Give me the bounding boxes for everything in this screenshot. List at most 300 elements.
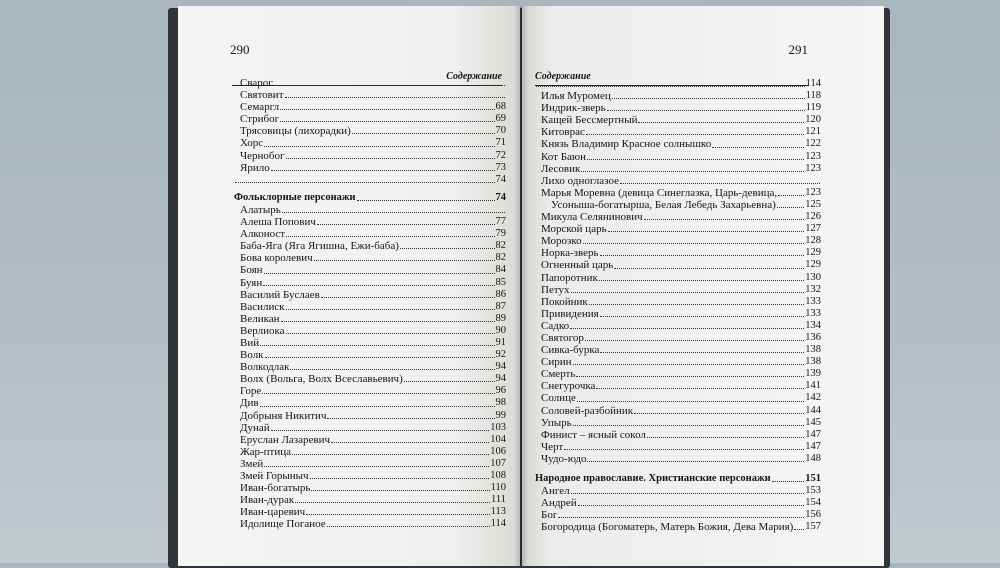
toc-page-number: 111 bbox=[491, 494, 506, 506]
toc-entry bbox=[535, 211, 821, 223]
toc-entry bbox=[234, 301, 506, 313]
toc-entry bbox=[535, 497, 821, 509]
toc-entry-title: Финист – ясный сокол bbox=[541, 428, 646, 441]
toc-page-number: 94 bbox=[495, 373, 506, 385]
toc-dot-leader bbox=[264, 458, 489, 467]
toc-entry-title: Морской царь bbox=[541, 223, 607, 236]
toc-dot-leader bbox=[638, 114, 804, 123]
toc-entry bbox=[234, 397, 506, 409]
toc-entry-title: Святовит bbox=[240, 89, 284, 102]
toc-entry-title: Хорс bbox=[240, 137, 264, 150]
toc-entry bbox=[234, 77, 506, 89]
toc-page-number: 94 bbox=[495, 361, 506, 373]
toc-entry bbox=[535, 308, 821, 320]
toc-entry-title: Идолище Поганое bbox=[240, 518, 326, 531]
toc-entry-title: Кот Баюн bbox=[541, 150, 587, 163]
toc-page-number: 151 bbox=[805, 473, 821, 484]
toc-list bbox=[234, 77, 506, 530]
toc-dot-leader bbox=[404, 373, 495, 382]
toc-dot-leader bbox=[571, 284, 805, 293]
toc-entry-title: Андрей bbox=[541, 497, 577, 510]
toc-dot-leader bbox=[331, 434, 489, 443]
toc-entry bbox=[234, 373, 506, 385]
toc-entry bbox=[535, 126, 821, 138]
toc-dot-leader bbox=[647, 429, 804, 438]
toc-page-number: 90 bbox=[495, 324, 506, 336]
toc-entry-title: Иван-богатырь bbox=[240, 482, 311, 495]
toc-dot-leader bbox=[583, 235, 805, 244]
toc-dot-leader bbox=[264, 264, 495, 273]
toc-entry-title: Князь Владимир Красное солнышко bbox=[541, 138, 712, 151]
toc-entry bbox=[535, 187, 821, 199]
toc-entry bbox=[234, 150, 506, 162]
toc-dot-leader bbox=[578, 497, 805, 506]
toc-entry-title: Кащей Бессмертный bbox=[541, 114, 638, 127]
toc-dot-leader bbox=[264, 137, 494, 146]
toc-dot-leader bbox=[280, 101, 494, 110]
toc-dot-leader bbox=[586, 126, 804, 135]
toc-entry bbox=[234, 125, 506, 137]
toc-dot-leader bbox=[306, 506, 489, 515]
toc-dot-leader bbox=[587, 151, 804, 160]
toc-dot-leader bbox=[573, 417, 805, 426]
toc-entry-title: Морозко bbox=[541, 235, 582, 248]
toc-entry-title: Народное православие. Христианские персонажи bbox=[535, 473, 771, 484]
toc-dot-leader bbox=[614, 259, 804, 268]
toc-page-number: 89 bbox=[495, 312, 506, 324]
toc-page-number: 118 bbox=[805, 90, 821, 102]
toc-page-number: 91 bbox=[495, 336, 506, 348]
toc-dot-leader bbox=[321, 289, 495, 298]
toc-entry-title: Петух bbox=[541, 283, 570, 296]
toc-entry bbox=[234, 325, 506, 337]
toc-entry-title: Алеша Попович bbox=[240, 216, 316, 229]
toc-page-number: 72 bbox=[495, 149, 506, 161]
toc-entry bbox=[535, 485, 821, 497]
toc-dot-leader bbox=[585, 332, 804, 341]
toc-entry-title: Фольклорные персонажи bbox=[234, 191, 356, 203]
toc-entry-title: Див bbox=[240, 397, 259, 410]
toc-page-number: 71 bbox=[495, 137, 506, 149]
toc-entry-title: Чернобог bbox=[240, 149, 285, 162]
toc-page-number: 96 bbox=[495, 385, 506, 397]
toc-dot-leader bbox=[265, 349, 495, 358]
toc-entry-title: Алконост bbox=[240, 228, 286, 241]
toc-page-number: 73 bbox=[495, 161, 506, 173]
toc-entry-title: Соловей-разбойник bbox=[541, 404, 634, 417]
toc-entry-title: Илья Муромец bbox=[541, 90, 611, 103]
toc-dot-leader bbox=[589, 296, 805, 305]
toc-entry-title: Иван-царевич bbox=[240, 506, 306, 519]
toc-entry bbox=[234, 361, 506, 373]
toc-page-number: 79 bbox=[495, 228, 506, 240]
toc-page-number: 154 bbox=[805, 497, 821, 509]
toc-entry bbox=[234, 446, 506, 458]
toc-dot-leader bbox=[612, 90, 805, 99]
toc-page-number: 70 bbox=[495, 125, 506, 137]
toc-page-number: 121 bbox=[805, 126, 821, 138]
toc-page-number: 114 bbox=[490, 518, 506, 530]
toc-entry bbox=[535, 429, 821, 441]
toc-entry-title: Папоротник bbox=[541, 271, 598, 284]
toc-entry bbox=[234, 277, 506, 289]
book-gutter bbox=[514, 6, 528, 566]
toc-dot-leader bbox=[600, 247, 805, 256]
toc-entry bbox=[535, 138, 821, 150]
toc-entry-title: Ярило bbox=[240, 161, 270, 174]
toc-entry bbox=[535, 102, 821, 114]
left-page bbox=[178, 6, 520, 566]
toc-page-number: 85 bbox=[495, 276, 506, 288]
toc-entry-title: Микула Селянинович bbox=[541, 211, 643, 224]
toc-entry-title: Дунай bbox=[240, 421, 270, 434]
toc-entry-title: Волкодлак bbox=[240, 361, 290, 374]
toc-page-number: 136 bbox=[805, 331, 821, 343]
toc-page-number: 122 bbox=[805, 138, 821, 150]
toc-entry bbox=[535, 151, 821, 163]
toc-entry-title: Святогор bbox=[541, 331, 584, 344]
toc-entry bbox=[234, 137, 506, 149]
toc-entry-title: Змей bbox=[240, 457, 264, 470]
toc-entry-title: Семаргл bbox=[240, 101, 280, 114]
toc-page-number: 144 bbox=[805, 404, 821, 416]
toc-entry bbox=[234, 101, 506, 113]
toc-page-number: 99 bbox=[495, 409, 506, 421]
toc-entry bbox=[535, 199, 821, 211]
toc-dot-leader bbox=[357, 192, 495, 201]
toc-entry-title: Черт bbox=[541, 440, 564, 453]
toc-dot-leader bbox=[281, 313, 495, 322]
toc-entry-title: Норка-зверь bbox=[541, 247, 599, 260]
toc-dot-leader bbox=[327, 410, 494, 419]
toc-dot-leader bbox=[235, 174, 495, 183]
toc-entry-title: Богородица (Богоматерь, Матерь Божия, Дева Мария) bbox=[541, 521, 794, 534]
toc-entry bbox=[234, 385, 506, 397]
toc-page-number: 74 bbox=[495, 191, 506, 203]
toc-entry bbox=[535, 296, 821, 308]
toc-entry bbox=[535, 368, 821, 380]
toc-dot-leader bbox=[536, 78, 805, 87]
toc-entry-title: Чудо-юдо bbox=[541, 452, 587, 465]
toc-page-number: 138 bbox=[805, 344, 821, 356]
toc-entry bbox=[535, 90, 821, 102]
toc-entry-title: Садко bbox=[541, 319, 570, 332]
toc-entry bbox=[234, 410, 506, 422]
toc-entry bbox=[234, 313, 506, 325]
toc-page-number: 123 bbox=[805, 150, 821, 162]
toc-entry bbox=[535, 521, 821, 533]
toc-dot-leader bbox=[712, 138, 804, 147]
toc-page-number: 77 bbox=[495, 216, 506, 228]
toc-page-number: 119 bbox=[805, 102, 821, 114]
toc-page-number: 133 bbox=[805, 307, 821, 319]
toc-entry-title: Баба-Яга (Яга Ягишна, Ежи-баба) bbox=[240, 240, 399, 253]
toc-dot-leader bbox=[285, 89, 506, 98]
page-number: 290 bbox=[230, 42, 250, 57]
toc-dot-leader bbox=[271, 162, 495, 171]
toc-dot-leader bbox=[644, 211, 805, 220]
toc-entry bbox=[234, 289, 506, 301]
toc-page-number: 69 bbox=[495, 113, 506, 125]
toc-dot-leader bbox=[600, 308, 805, 317]
toc-dot-leader bbox=[600, 344, 804, 353]
toc-entry-title: Боян bbox=[240, 264, 263, 277]
toc-entry-title: Горе bbox=[240, 385, 262, 398]
toc-entry bbox=[535, 320, 821, 332]
toc-dot-leader bbox=[327, 518, 490, 527]
toc-entry-title: Великан bbox=[240, 312, 280, 325]
toc-page-number: 104 bbox=[490, 433, 506, 445]
toc-dot-leader bbox=[295, 494, 490, 503]
toc-dot-leader bbox=[282, 204, 505, 213]
toc-dot-leader bbox=[292, 446, 489, 455]
toc-page-number: 134 bbox=[805, 319, 821, 331]
toc-entry bbox=[234, 349, 506, 361]
toc-dot-leader bbox=[634, 405, 804, 414]
toc-entry bbox=[234, 494, 506, 506]
running-header: Содержание bbox=[232, 71, 502, 86]
toc-dot-leader bbox=[260, 397, 495, 406]
toc-page-number: 156 bbox=[805, 509, 821, 521]
right-page bbox=[522, 6, 884, 566]
toc-entry-title: Индрик-зверь bbox=[541, 102, 606, 115]
toc-entry-title: Покойник bbox=[541, 295, 588, 308]
toc-dot-leader bbox=[317, 216, 495, 225]
toc-entry bbox=[234, 162, 506, 174]
toc-entry bbox=[234, 422, 506, 434]
toc-dot-leader bbox=[286, 228, 494, 237]
toc-page-number: 114 bbox=[805, 78, 821, 89]
toc-dot-leader bbox=[599, 272, 804, 281]
toc-dot-leader bbox=[271, 422, 490, 431]
toc-entry-title: Привидения bbox=[541, 307, 599, 320]
toc-entry bbox=[535, 284, 821, 296]
toc-dot-leader bbox=[772, 473, 805, 482]
toc-page-number: 139 bbox=[805, 368, 821, 380]
toc-entry bbox=[234, 470, 506, 482]
toc-dot-leader bbox=[620, 175, 820, 184]
toc-dot-leader bbox=[311, 482, 489, 491]
toc-entry bbox=[535, 272, 821, 284]
toc-dot-leader bbox=[352, 125, 495, 134]
toc-dot-leader bbox=[607, 102, 805, 111]
toc-entry-title: Жар-птица bbox=[240, 445, 291, 458]
toc-entry-title: Еруслан Лазаревич bbox=[240, 433, 331, 446]
toc-entry bbox=[234, 240, 506, 252]
toc-page-number: 107 bbox=[490, 457, 506, 469]
toc-page-number: 68 bbox=[495, 101, 506, 113]
toc-entry bbox=[535, 259, 821, 271]
toc-page-number: 133 bbox=[805, 295, 821, 307]
toc-dot-leader bbox=[262, 385, 494, 394]
toc-dot-leader bbox=[577, 392, 804, 401]
toc-entry-title: Стрибог bbox=[240, 113, 280, 126]
toc-dot-leader bbox=[286, 150, 495, 159]
toc-page-number: 113 bbox=[490, 506, 506, 518]
toc-entry bbox=[535, 356, 821, 368]
toc-page-number: 147 bbox=[805, 440, 821, 452]
toc-entry-title: Смерть bbox=[541, 368, 576, 381]
running-header: Содержание bbox=[535, 71, 808, 86]
toc-entry bbox=[234, 506, 506, 518]
toc-entry-title: Василий Буслаев bbox=[240, 288, 320, 301]
toc-page-number: 141 bbox=[805, 380, 821, 392]
toc-list bbox=[535, 78, 821, 533]
toc-entry-title: Трясовицы (лихорадки) bbox=[240, 125, 351, 138]
toc-entry-title: Лесовик bbox=[541, 162, 581, 175]
toc-entry-title: Снегурочка bbox=[541, 380, 596, 393]
toc-dot-leader bbox=[290, 361, 494, 370]
toc-dot-leader bbox=[608, 223, 805, 232]
toc-page-number: 129 bbox=[805, 259, 821, 271]
toc-page-number: 127 bbox=[805, 223, 821, 235]
toc-entry-title: Верлиока bbox=[240, 324, 285, 337]
toc-entry bbox=[234, 174, 506, 186]
toc-page-number: 123 bbox=[805, 162, 821, 174]
toc-dot-leader bbox=[581, 163, 804, 172]
toc-dot-leader bbox=[587, 453, 804, 462]
page-number: 291 bbox=[788, 42, 808, 57]
toc-entry-title: Василиск bbox=[240, 300, 285, 313]
toc-section-heading bbox=[234, 192, 506, 204]
toc-entry bbox=[535, 392, 821, 404]
toc-page-number: 142 bbox=[805, 392, 821, 404]
toc-dot-leader bbox=[576, 368, 804, 377]
toc-entry bbox=[234, 458, 506, 470]
toc-entry-title: Усоныша-богатырша, Белая Лебедь Захарьевна) bbox=[551, 198, 776, 211]
toc-page-number: 82 bbox=[495, 240, 506, 252]
toc-entry-title: Волк bbox=[240, 349, 264, 362]
toc-entry bbox=[535, 417, 821, 429]
toc-entry bbox=[535, 78, 821, 90]
toc-entry bbox=[234, 113, 506, 125]
toc-dot-leader bbox=[558, 509, 804, 518]
toc-entry bbox=[234, 252, 506, 264]
toc-entry-title: Ангел bbox=[541, 485, 570, 498]
toc-page-number: 129 bbox=[805, 247, 821, 259]
toc-dot-leader bbox=[310, 470, 490, 479]
toc-entry bbox=[535, 163, 821, 175]
toc-entry bbox=[535, 344, 821, 356]
toc-dot-leader bbox=[263, 277, 494, 286]
toc-entry bbox=[535, 223, 821, 235]
toc-dot-leader bbox=[596, 380, 804, 389]
toc-entry bbox=[535, 247, 821, 259]
toc-entry-title: Упырь bbox=[541, 416, 572, 429]
toc-page-number: 87 bbox=[495, 300, 506, 312]
toc-dot-leader bbox=[400, 240, 495, 249]
toc-entry bbox=[234, 518, 506, 530]
toc-page-number: 138 bbox=[805, 356, 821, 368]
toc-page-number: 120 bbox=[805, 114, 821, 126]
toc-page-number: 123 bbox=[805, 186, 821, 198]
toc-section-heading bbox=[535, 473, 821, 485]
toc-entry-title: Огненный царь bbox=[541, 259, 614, 272]
toc-dot-leader bbox=[286, 301, 495, 310]
toc-entry bbox=[535, 175, 821, 187]
toc-page-number: 153 bbox=[805, 485, 821, 497]
toc-dot-leader bbox=[314, 252, 495, 261]
toc-entry-title: Лихо одноглазое bbox=[541, 174, 619, 187]
toc-entry-title: Сварог bbox=[240, 77, 273, 89]
toc-page-number: 108 bbox=[490, 470, 506, 481]
toc-entry bbox=[535, 509, 821, 521]
toc-page-number: 132 bbox=[805, 283, 821, 295]
toc-entry bbox=[535, 453, 821, 465]
toc-entry bbox=[234, 89, 506, 101]
toc-dot-leader bbox=[570, 320, 804, 329]
toc-entry bbox=[234, 228, 506, 240]
toc-page-number: 148 bbox=[805, 452, 821, 464]
toc-entry bbox=[535, 114, 821, 126]
toc-page-number: 147 bbox=[805, 428, 821, 440]
toc-entry bbox=[234, 337, 506, 349]
toc-entry bbox=[535, 405, 821, 417]
toc-entry-title: Буян bbox=[240, 276, 263, 289]
toc-page-number: 92 bbox=[495, 349, 506, 361]
toc-page-number: 103 bbox=[490, 421, 506, 433]
toc-entry-title: Змей Горыныч bbox=[240, 470, 309, 482]
toc-entry-title: Волх (Вольга, Волх Всеславьевич) bbox=[240, 373, 403, 386]
toc-entry-title: Сивка-бурка bbox=[541, 344, 600, 357]
toc-page-number: 125 bbox=[805, 198, 821, 210]
toc-entry-title: Китоврас bbox=[541, 126, 585, 139]
toc-entry-title: Марья Моревна (девица Синеглазка, Царь-девица, bbox=[541, 186, 778, 199]
toc-dot-leader bbox=[571, 485, 805, 494]
toc-entry bbox=[234, 216, 506, 228]
toc-entry bbox=[535, 235, 821, 247]
toc-entry-title: Солнце bbox=[541, 392, 576, 405]
toc-dot-leader bbox=[286, 325, 495, 334]
toc-dot-leader bbox=[794, 521, 804, 530]
toc-page-number: 86 bbox=[495, 288, 506, 300]
toc-entry-title: Добрыня Никитич bbox=[240, 409, 327, 422]
toc-entry bbox=[234, 482, 506, 494]
toc-entry bbox=[234, 264, 506, 276]
toc-entry bbox=[535, 332, 821, 344]
toc-page-number: 84 bbox=[495, 264, 506, 276]
toc-page-number: 128 bbox=[805, 235, 821, 247]
toc-entry bbox=[535, 441, 821, 453]
toc-spacer bbox=[535, 465, 821, 473]
toc-page-number: 106 bbox=[490, 445, 506, 457]
toc-entry-title: Вий bbox=[240, 336, 260, 349]
toc-dot-leader bbox=[778, 187, 804, 196]
toc-page-number: 98 bbox=[495, 397, 506, 409]
toc-page-number: 145 bbox=[805, 416, 821, 428]
toc-entry bbox=[535, 380, 821, 392]
toc-entry-title: Бова королевич bbox=[240, 252, 313, 265]
toc-dot-leader bbox=[573, 356, 805, 365]
toc-page-number: 126 bbox=[805, 211, 821, 223]
toc-page-number: 110 bbox=[490, 482, 506, 494]
toc-entry-title: Бог bbox=[541, 509, 558, 522]
toc-page-number: 82 bbox=[495, 252, 506, 264]
toc-entry bbox=[234, 204, 506, 216]
toc-dot-leader bbox=[777, 199, 804, 208]
toc-entry bbox=[234, 434, 506, 446]
toc-page-number: 74 bbox=[495, 173, 506, 185]
toc-dot-leader bbox=[280, 113, 494, 122]
toc-dot-leader bbox=[274, 77, 505, 86]
toc-page-number: 157 bbox=[805, 521, 821, 533]
toc-dot-leader bbox=[260, 337, 494, 346]
toc-entry-title: Иван-дурак bbox=[240, 494, 295, 507]
toc-entry-title: Сирин bbox=[541, 356, 572, 369]
toc-page-number: 130 bbox=[805, 271, 821, 283]
toc-entry-title: Алатырь bbox=[240, 203, 281, 216]
toc-dot-leader bbox=[564, 441, 804, 450]
